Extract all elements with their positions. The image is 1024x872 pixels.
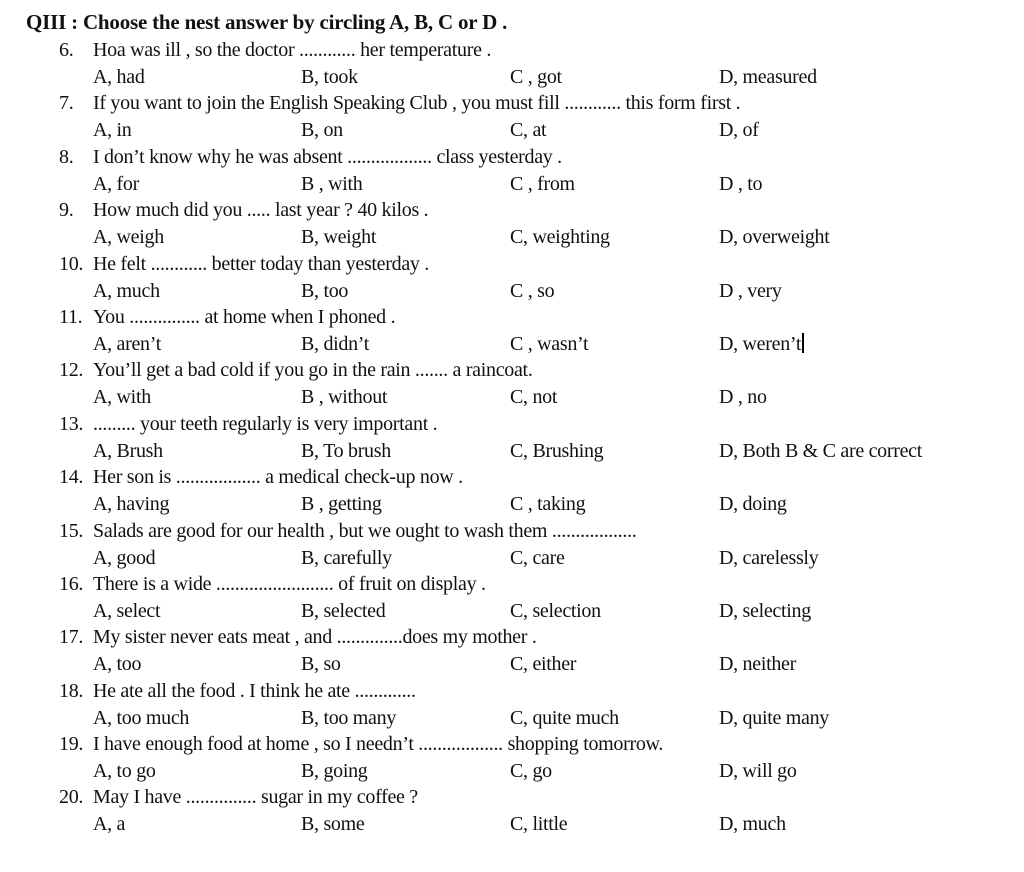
question-text: Salads are good for our health , but we ought to wash them ..................: [93, 519, 637, 542]
question-item: [0, 466, 1024, 519]
option-d[interactable]: D , very: [719, 279, 782, 302]
option-b[interactable]: B, To brush: [301, 439, 391, 462]
question-number: 15.: [59, 519, 84, 542]
question-number: 11.: [59, 305, 83, 328]
option-b[interactable]: B , without: [301, 386, 388, 409]
option-a[interactable]: A, too much: [93, 706, 190, 729]
option-a[interactable]: A, had: [93, 66, 145, 88]
question-text: ......... your teeth regularly is very important .: [93, 412, 438, 435]
option-c[interactable]: C , taking: [510, 493, 586, 516]
option-a[interactable]: A, to go: [93, 760, 156, 783]
option-b[interactable]: B, took: [301, 66, 358, 88]
question-number: 6.: [59, 39, 74, 61]
question-text: He ate all the food . I think he ate .............: [93, 679, 416, 702]
question-list: [0, 39, 1024, 840]
option-c[interactable]: C, not: [510, 386, 558, 409]
option-b[interactable]: B, too: [301, 279, 349, 302]
option-d[interactable]: D, will go: [719, 760, 797, 783]
question-item: [0, 92, 1024, 145]
option-c[interactable]: C, either: [510, 653, 577, 676]
question-text: I don’t know why he was absent .................. class yesterday .: [93, 145, 562, 168]
option-c[interactable]: C, Brushing: [510, 439, 604, 462]
option-c[interactable]: C, little: [510, 813, 568, 836]
question-item: [0, 306, 1024, 359]
option-d[interactable]: D , no: [719, 386, 767, 409]
option-d[interactable]: D, of: [719, 119, 759, 142]
question-item: [0, 39, 1024, 92]
question-item: [0, 413, 1024, 466]
option-a[interactable]: A, Brush: [93, 439, 163, 462]
option-a[interactable]: A, weigh: [93, 226, 164, 249]
option-c[interactable]: C, at: [510, 119, 547, 142]
question-item: [0, 253, 1024, 306]
question-item: [0, 786, 1024, 839]
question-number: 10.: [59, 252, 84, 275]
option-c[interactable]: C , got: [510, 66, 562, 88]
section-heading: QIII : Choose the nest answer by circling A, B, C or D .: [26, 10, 508, 34]
question-number: 16.: [59, 572, 84, 595]
option-b[interactable]: B, didn’t: [301, 332, 370, 355]
question-text: My sister never eats meat , and ..............does my mother .: [93, 626, 537, 649]
option-c[interactable]: C, selection: [510, 599, 601, 622]
option-d[interactable]: D, neither: [719, 653, 796, 676]
option-a[interactable]: A, in: [93, 119, 132, 142]
option-a[interactable]: A, for: [93, 172, 139, 195]
option-d[interactable]: D, much: [719, 813, 786, 836]
option-a[interactable]: A, aren’t: [93, 332, 162, 355]
option-b[interactable]: B, on: [301, 119, 343, 142]
option-d[interactable]: D, quite many: [719, 706, 829, 729]
option-c[interactable]: C , so: [510, 279, 555, 302]
question-item: [0, 359, 1024, 412]
option-a[interactable]: A, too: [93, 653, 142, 676]
option-d[interactable]: D, weren’t: [719, 333, 804, 356]
option-d[interactable]: D, carelessly: [719, 546, 819, 569]
question-number: 19.: [59, 733, 84, 756]
option-b[interactable]: B, carefully: [301, 546, 392, 569]
question-text: He felt ............ better today than yesterday .: [93, 252, 429, 275]
question-item: [0, 199, 1024, 252]
option-a[interactable]: A, much: [93, 279, 160, 302]
option-a[interactable]: A, with: [93, 386, 151, 409]
question-item: [0, 733, 1024, 786]
question-number: 13.: [59, 412, 84, 435]
question-number: 9.: [59, 199, 74, 222]
question-number: 17.: [59, 626, 84, 649]
option-c[interactable]: C, care: [510, 546, 565, 569]
question-item: [0, 520, 1024, 573]
question-text: I have enough food at home , so I needn’t .................. shopping tomorrow.: [93, 733, 664, 756]
option-d[interactable]: D, overweight: [719, 226, 830, 249]
option-a[interactable]: A, having: [93, 493, 170, 516]
question-number: 12.: [59, 359, 84, 382]
option-d[interactable]: D, selecting: [719, 599, 811, 622]
question-text: There is a wide ......................... of fruit on display .: [93, 572, 486, 595]
option-a[interactable]: A, select: [93, 599, 161, 622]
question-number: 20.: [59, 786, 84, 809]
question-text: Her son is .................. a medical check-up now .: [93, 466, 463, 489]
question-item: [0, 573, 1024, 626]
question-text: Hoa was ill , so the doctor ............ her temperature .: [93, 39, 492, 61]
option-b[interactable]: B, weight: [301, 226, 377, 249]
option-d[interactable]: D, Both B & C are correct: [719, 439, 922, 462]
question-text: How much did you ..... last year ? 40 kilos .: [93, 199, 429, 222]
option-a[interactable]: A, good: [93, 546, 156, 569]
option-d[interactable]: D , to: [719, 172, 763, 195]
text-cursor: [802, 333, 804, 353]
option-c[interactable]: C, weighting: [510, 226, 610, 249]
option-b[interactable]: B , with: [301, 172, 363, 195]
question-number: 18.: [59, 679, 84, 702]
option-b[interactable]: B, selected: [301, 599, 386, 622]
question-item: [0, 680, 1024, 733]
option-c[interactable]: C, go: [510, 760, 552, 783]
question-number: 8.: [59, 145, 74, 168]
option-a[interactable]: A, a: [93, 813, 126, 836]
option-c[interactable]: C , wasn’t: [510, 332, 589, 355]
option-c[interactable]: C , from: [510, 172, 575, 195]
option-b[interactable]: B, going: [301, 760, 368, 783]
question-item: [0, 626, 1024, 679]
question-text: May I have ............... sugar in my coffee ?: [93, 786, 418, 809]
option-b[interactable]: B, some: [301, 813, 365, 836]
question-number: 7.: [59, 92, 74, 115]
option-c[interactable]: C, quite much: [510, 706, 619, 729]
option-d[interactable]: D, doing: [719, 493, 787, 516]
option-b[interactable]: B , getting: [301, 493, 382, 516]
option-d[interactable]: D, measured: [719, 66, 817, 88]
question-text: You’ll get a bad cold if you go in the rain ....... a raincoat.: [93, 359, 533, 382]
option-b[interactable]: B, so: [301, 653, 341, 676]
question-text: If you want to join the English Speaking Club , you must fill ............ this form first .: [93, 92, 741, 115]
question-item: [0, 146, 1024, 199]
question-number: 14.: [59, 466, 84, 489]
question-text: You ............... at home when I phoned .: [93, 305, 396, 328]
option-b[interactable]: B, too many: [301, 706, 397, 729]
